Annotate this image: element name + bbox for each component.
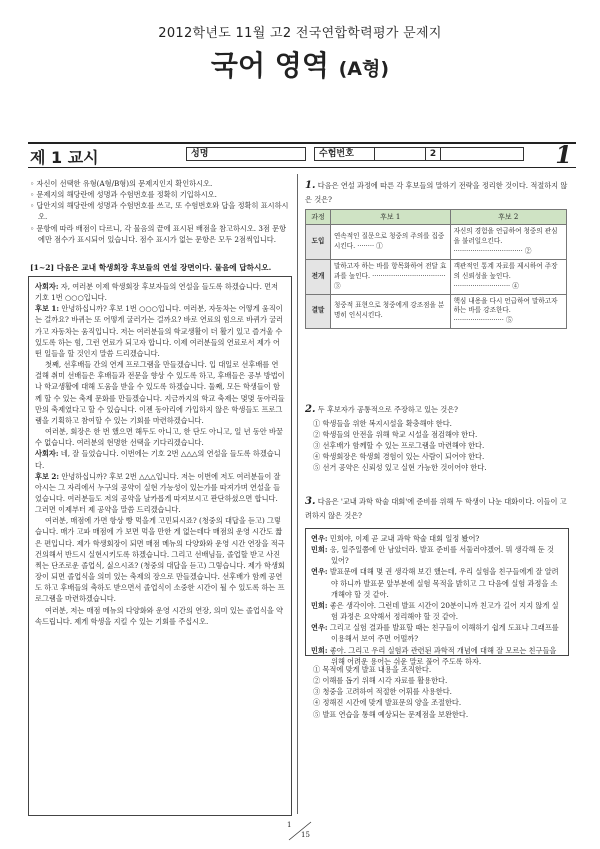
choice-item[interactable]: ③ 선후배가 함께할 수 있는 프로그램을 마련해야 한다. bbox=[313, 440, 485, 450]
table-row: 도입 연속적인 질문으로 청중의 주의를 집중시킨다. ········ ① 자신의 경험을 언급하여 청중의 관심을 불러일으킨다. ································· ② bbox=[306, 225, 567, 260]
passage-paragraph: 후보 2: 안녕하십니까? 후보 2번 △△△입니다. 저는 이번에 저도 여러분들이 잘 아시는 그 자리에서 누구의 공약이 실현 가능성이 있는가를 따져가며 연설을 들었습니다. 여러분들도 저의 공약을 날카롭게 따져보시고 판단하셨으면 합니다. 그러면 이제부터 제 공약을 말씀 드리겠습니다. bbox=[35, 471, 281, 515]
choice-item[interactable]: ⑤ 선거 공약은 신뢰성 있고 실현 가능한 것이어야 한다. bbox=[313, 463, 487, 473]
choice-item[interactable]: ② 학생들의 안전을 위해 학교 시설을 점검해야 한다. bbox=[313, 429, 478, 439]
table-header: 과정 bbox=[306, 209, 331, 225]
subject-form: (A형) bbox=[338, 58, 390, 80]
page-footer bbox=[285, 820, 315, 842]
passage-paragraph: 사회자: 자, 여러분 이제 학생회장 후보자들의 연설을 들도록 하겠습니다. 먼저 기호 1번 ○○○입니다. bbox=[35, 282, 279, 303]
choice-list bbox=[305, 418, 573, 474]
choice-item[interactable]: ④ 정해진 시간에 맞게 발표문의 양을 조절한다. bbox=[313, 698, 462, 708]
strategy-table bbox=[305, 209, 567, 330]
passage-paragraph: 첫째, 선후배들 간의 연계 프로그램을 만들겠습니다. 입 대일로 선후배를 연결해 취미 선배들은 후배들과 전문을 향상 수 있도록 하고, 후배들은 공부 방법이나 학교생활에 대해 도움을 받을 수 있도록 하겠습니다. 둘째, 모든 학생들이 함께 할 수 있는 축제 문화를 만들겠습니다. 지금까지의 학교 축제는 몇몇 동아리들만의 축제였다고 할 수 있습니다. 이젠 동아리에 가입하지 않은 학생들도 프로그램을 기획하고 참여할 수 있는 기회를 마련하겠습니다. bbox=[35, 360, 285, 425]
instruction-item: ◦ 자신이 선택한 유형(A형/B형)의 문제지인지 확인하시오. bbox=[30, 179, 213, 188]
passage-intro: [1~2] 다음은 교내 학생회장 후보들의 연설 장면이다. 물음에 답하시오. bbox=[30, 263, 272, 272]
question-1 bbox=[305, 178, 573, 329]
choice-item[interactable]: ④ 학생회장은 학생회 경험이 있는 사람이 되어야 한다. bbox=[313, 451, 485, 461]
question-stem: 3. 다음은 '교내 과학 학술 대회'에 준비를 위해 두 학생이 나눈 대화이다. 이들이 고려하지 않은 것은? bbox=[305, 496, 567, 520]
passage-paragraph: 사회자: 네, 잘 들었습니다. 이번에는 기호 2번 △△△의 연설을 들도록 하겠습니다. bbox=[35, 449, 281, 470]
question-stem: 2. 두 후보자가 공통적으로 주장하고 있는 것은? bbox=[305, 404, 459, 415]
dialog-box bbox=[305, 528, 569, 666]
instruction-item: ◦ 답안지의 해당란에 성명과 수험번호를 쓰고, 또 수험번호와 답을 정확히 표시하시오. bbox=[30, 201, 289, 222]
choice-item[interactable]: ⑤ 발표 연습을 통해 예상되는 문제점을 보완한다. bbox=[313, 709, 469, 719]
dialog-line: 민희: 응, 일주일쯤에 안 남았더라. 발표 준비를 서둘러야겠어. 뭐 생각해 둔 것 있어? bbox=[311, 545, 554, 566]
instructions bbox=[30, 178, 292, 245]
choice-item[interactable]: ① 목적에 맞게 발표 내용을 조직한다. bbox=[313, 665, 432, 674]
exam-header-row bbox=[28, 142, 576, 168]
question-3 bbox=[305, 494, 573, 521]
footer-total: 15 bbox=[301, 831, 310, 839]
table-row: 결말 청중적 표현으로 청중에게 강조점을 분명히 인식시킨다. 핵심 내용을 다시 언급하여 말하고자 하는 바를 강조한다. ························ ⑤ bbox=[306, 294, 567, 329]
question-stem: 1. 다음은 연설 과정에 따른 각 후보들의 말하기 전략을 정리한 것이다. 적절하지 않은 것은? bbox=[305, 180, 568, 204]
exam-number-label: 수험번호 bbox=[314, 147, 374, 161]
dialog-line: 연우: 발표문에 대해 몇 권 생각해 보긴 했는데, 우리 실험을 친구들에게 잘 알려야 하니까 발표문 앞부분에 실험 목적을 밝히고 그 다음에 실험 과정을 소개해야 할 것 같아. bbox=[311, 567, 559, 599]
dialog-line: 민희: 좋아. 그리고 우리 실험과 관련된 과학적 개념에 대해 잘 모르는 친구들을 위해 어려운 용어는 쉬운 말로 풀어 주도록 하자. bbox=[311, 645, 557, 666]
dialog-line: 연우: 그리고 실험 결과를 발표할 때는 친구들이 이해하기 쉽게 도표나 그래프를 이용해서 보여 주면 어떨까? bbox=[311, 623, 559, 644]
table-header: 후보 2 bbox=[450, 209, 566, 225]
question-3-choices bbox=[305, 664, 573, 720]
table-header: 후보 1 bbox=[331, 209, 451, 225]
dialog-line: 연우: 민희야, 이제 곧 교내 과학 학술 대회 일정 봤어? bbox=[311, 534, 480, 543]
choice-item[interactable]: ② 이해를 돕기 위해 시각 자료를 활용한다. bbox=[313, 676, 448, 686]
table-row: 전개 말하고자 하는 바를 항목화하여 전달 효과를 높인다. ··································· ③ 객관적인 통계 자료를 제시하여 주장의 신뢰성을 높인다. ··························· ④ bbox=[306, 259, 567, 294]
passage-paragraph: 후보 1: 안녕하십니까? 후보 1번 ○○○입니다. 여러분, 자동차는 어떻게 움직이는 걸까요? 바퀴는 또 어떻게 굴러가는 걸까요? 바로 연료의 힘으로 바퀴가 굴러가고 자동차는 움직입니다. 저는 여러분들의 학교생활이 더 활기 있고 즐거울 수 있도록 하는 힘, 그런 연료가 되고자 합니다. 이제 여러분들의 연료로서 제가 어떤 일들을 할 것인지 말씀 드리겠습니다. bbox=[35, 304, 284, 358]
passage-paragraph: 여러분, 회장은 한 번 했으면 해두도 아니고, 한 단도 아니고, 일 년 동안 바꿀 수 없습니다. 여러분의 현명한 선택을 기다리겠습니다. bbox=[35, 427, 283, 448]
choice-list bbox=[305, 664, 573, 720]
subject-title bbox=[0, 44, 600, 84]
instruction-item: ◦ 문항에 따라 배점이 다르니, 각 물음의 끝에 표시된 배점을 참고하시오. 3점 문항에만 점수가 표시되어 있습니다. 점수 표시가 없는 문항은 모두 2점씩입니다. bbox=[30, 223, 287, 244]
subject-name: 국어 영역 bbox=[210, 49, 329, 82]
passage-paragraph: 여러분, 저는 매점 메뉴의 다양화와 운영 시간의 연장, 의미 있는 졸업식을 약속드립니다. 제게 학생을 지킬 수 있는 기회를 주십시오. bbox=[35, 605, 283, 626]
column-divider bbox=[297, 174, 298, 814]
session-label: 제 1 교시 bbox=[30, 148, 99, 167]
choice-item[interactable]: ③ 청중을 고려하여 적절한 어휘를 사용한다. bbox=[313, 687, 452, 697]
exam-number-digit: 2 bbox=[425, 148, 441, 160]
page-number: 1 bbox=[555, 140, 572, 169]
footer-page: 1 bbox=[287, 821, 292, 829]
exam-title: 2012학년도 11월 고2 전국연합학력평가 문제지 bbox=[158, 26, 442, 41]
passage-paragraph: 여러분, 매점에 가면 항상 빵 먹을게 고민되시죠? (청중의 대답을 듣고) 그렇습니다. 매가 고파 매점에 가 보면 먹을 만한 게 없는데다 매점의 운영 시간도 짧은 편입니다. 제가 학생회장이 되면 매점 메뉴의 다양화와 운영 시간 연장을 적극 건의해서 반드시 실현시키도록 하겠습니다. 그리고 선배님들, 졸업할 받고 사진 찍는 단조로운 졸업식, 싫으시죠? (청중의 대답을 듣고) 그렇습니다. 제가 학생회장이 되면 졸업식을 의미 있는 축제의 장으로 만들겠습니다. 선후배가 함께 공연도 하고 후배들의 축하도 받으면서 졸업식이 소중한 시간이 될 수 있도록 하는 프로그램을 마련하겠습니다. bbox=[35, 516, 285, 604]
name-field[interactable]: 성명 bbox=[186, 147, 306, 161]
dialog-line: 민희: 좋은 생각이야. 그런데 발표 시간이 20분이니까 친고가 길어 지지 않게 실험 과정은 요약해서 정리해야 할 것 같아. bbox=[311, 600, 559, 622]
question-2 bbox=[305, 402, 573, 473]
speech-passage bbox=[28, 276, 292, 816]
choice-item[interactable]: ① 학생들을 위한 복지시설을 확충해야 한다. bbox=[313, 418, 452, 428]
exam-number-field[interactable] bbox=[374, 147, 524, 161]
instruction-item: ◦ 문제지의 해당란에 성명과 수험번호를 정확히 기입하시오. bbox=[30, 190, 217, 200]
